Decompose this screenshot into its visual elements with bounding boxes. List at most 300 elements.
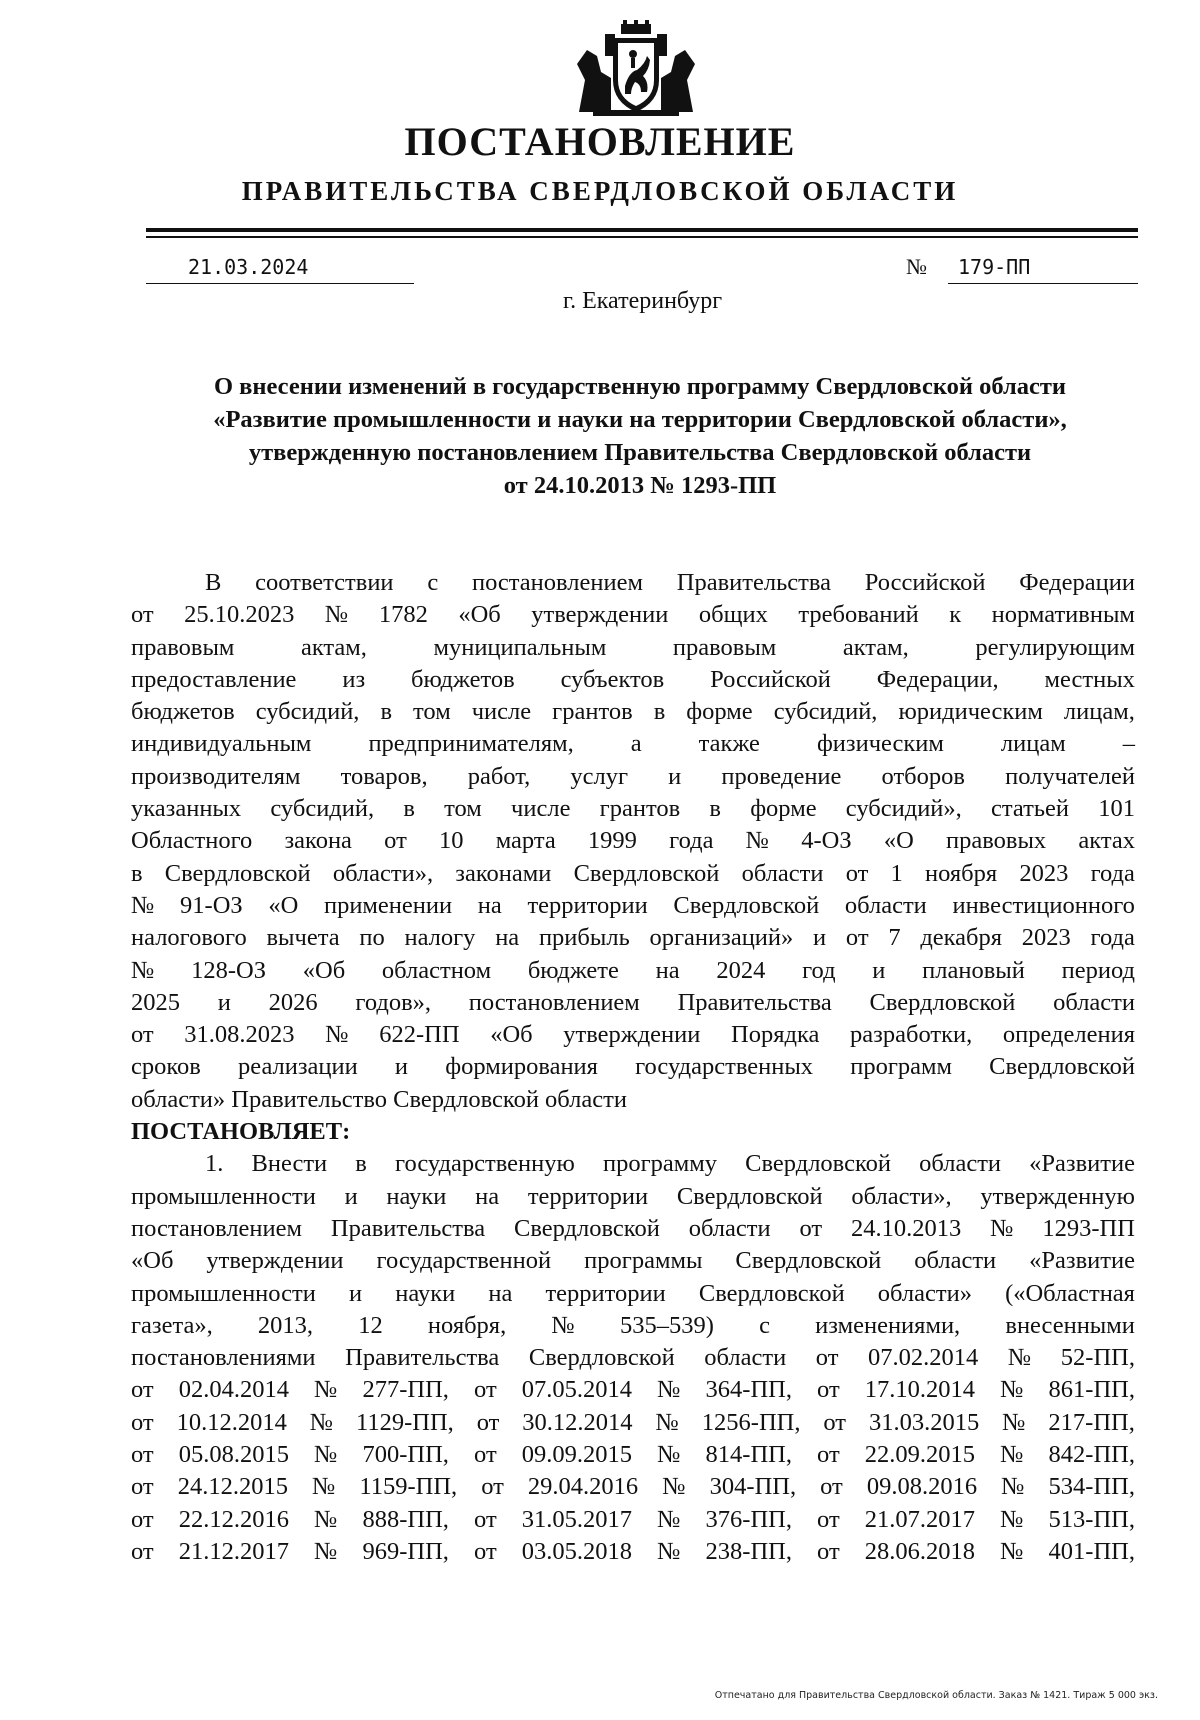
body-line <box>131 1245 1135 1277</box>
body-word: лицам <box>1000 730 1066 758</box>
body-word: от <box>474 1505 497 1533</box>
body-word: науки <box>395 1279 456 1307</box>
body-word: 21.12.2017 <box>178 1537 289 1565</box>
body-word: том <box>413 698 451 726</box>
body-word: постановлением <box>468 988 640 1016</box>
document-number-field <box>906 250 1138 284</box>
body-word: 17.10.2014 <box>864 1376 975 1404</box>
body-word: государственной <box>376 1247 552 1275</box>
body-word: организаций» <box>649 924 794 952</box>
body-word: областном <box>381 956 492 984</box>
body-word: 30.12.2014 <box>522 1408 633 1436</box>
body-word: 22.12.2016 <box>178 1505 289 1533</box>
body-word: года <box>669 827 714 855</box>
body-word: соответствии <box>255 569 394 596</box>
body-word: № <box>131 891 155 919</box>
body-line <box>131 858 1135 890</box>
body-line <box>131 1148 1135 1180</box>
body-word: марта <box>495 827 556 855</box>
body-word: субсидий», <box>845 795 962 823</box>
body-word: утверждении <box>531 601 669 629</box>
body-word: 31.05.2017 <box>521 1505 632 1533</box>
body-word: изменениями, <box>815 1311 961 1339</box>
body-word: и <box>813 924 827 952</box>
body-word: № <box>1007 1344 1032 1372</box>
body-word: территории <box>527 891 648 919</box>
body-word: Свердловской <box>513 1214 660 1242</box>
body-word: внесенными <box>1005 1311 1135 1339</box>
body-word: № <box>990 1214 1014 1242</box>
body-word: 535–539) <box>619 1311 714 1339</box>
body-word: актам, <box>842 633 909 661</box>
body-word: и <box>217 988 231 1016</box>
body-line <box>131 1439 1135 1471</box>
body-word: форме <box>750 795 817 823</box>
body-line <box>131 632 1135 664</box>
body-word: от <box>474 1376 497 1404</box>
body-word: субсидий, <box>255 698 360 726</box>
body-line <box>131 599 1135 631</box>
heading-line: О внесении изменений в государственную программу Свердловской области <box>213 373 1067 400</box>
body-word: в <box>355 1150 367 1178</box>
body-word: 376-ПП, <box>705 1505 792 1533</box>
body-line <box>131 1310 1135 1342</box>
body-word: и <box>348 1279 363 1307</box>
body-word: постановлением <box>471 569 643 596</box>
document-subtitle: ПРАВИТЕЛЬСТВА СВЕРДЛОВСКОЙ ОБЛАСТИ <box>241 176 959 206</box>
body-word: муниципальным <box>433 633 607 661</box>
body-word: 21.07.2017 <box>864 1505 975 1533</box>
body-line <box>131 1374 1135 1406</box>
body-line <box>131 890 1135 922</box>
body-word: форме <box>686 698 753 726</box>
body-line <box>131 793 1135 825</box>
body-word: Областного <box>131 827 253 855</box>
body-word: № <box>314 1505 338 1533</box>
body-word: от <box>131 1021 154 1049</box>
body-word: от <box>481 1473 504 1501</box>
body-word: лицам, <box>1063 698 1135 726</box>
body-word: Свердловской <box>528 1344 675 1372</box>
header-rule-thin <box>146 236 1138 238</box>
body-word: на <box>495 924 520 952</box>
body-word: от <box>799 1214 823 1242</box>
body-word: науки <box>386 1182 447 1210</box>
document-city: г. Екатеринбург <box>562 288 723 314</box>
body-word: числе <box>471 698 532 726</box>
body-word: правовых <box>946 827 1047 855</box>
body-word: физическим <box>816 730 944 758</box>
body-word: 10 <box>438 827 464 855</box>
body-word: 2025 <box>131 988 180 1016</box>
body-word: бюджете <box>527 956 619 984</box>
body-word: сроков <box>131 1053 201 1081</box>
body-word: № <box>657 1441 681 1469</box>
body-word: числе <box>511 795 571 823</box>
body-line <box>131 761 1135 793</box>
body-word: по <box>359 924 385 952</box>
body-word: 304-ПП, <box>709 1473 797 1501</box>
body-word: законами <box>455 859 552 887</box>
body-word: № <box>1000 1537 1024 1565</box>
body-word: 29.04.2016 <box>527 1473 639 1501</box>
body-word: программы <box>584 1247 703 1275</box>
body-word: бюджетов <box>131 698 235 726</box>
body-word: № <box>1000 1441 1024 1469</box>
body-word: и <box>394 1053 409 1081</box>
body-word: Порядка <box>731 1021 820 1049</box>
document-body <box>131 567 1135 1568</box>
body-word: инвестиционного <box>952 891 1135 919</box>
body-word: области <box>688 1214 771 1242</box>
body-word: а <box>630 730 642 758</box>
body-word: от <box>474 1537 497 1565</box>
body-word: от <box>815 1344 839 1372</box>
body-word: программу <box>602 1150 718 1178</box>
body-word: области <box>919 1150 1002 1178</box>
body-word: определения <box>1002 1021 1135 1049</box>
body-word: промышленности <box>131 1182 316 1210</box>
body-word: и <box>872 956 886 984</box>
body-word: от <box>131 1537 154 1565</box>
body-word: Свердловской <box>164 859 311 887</box>
body-word: отборов <box>881 762 965 790</box>
body-word: налогового <box>131 924 247 952</box>
heading-line: утвержденную постановлением Правительства Свердловской области <box>248 439 1032 466</box>
body-word: субъектов <box>560 665 665 693</box>
body-word: Свердловской <box>745 1150 891 1178</box>
body-line <box>131 567 1135 599</box>
body-word: от <box>476 1408 500 1436</box>
body-word: государственных <box>635 1053 814 1081</box>
body-line <box>131 1051 1135 1083</box>
body-word: субсидий, <box>270 795 375 823</box>
body-word: в <box>653 698 666 726</box>
body-word: года <box>1090 859 1135 887</box>
body-word: («Областная <box>1005 1279 1135 1307</box>
body-word: проведение <box>721 762 842 790</box>
body-word: «Развитие <box>1029 1247 1135 1275</box>
body-word: Правительства <box>330 1214 486 1242</box>
body-word: 1999 <box>587 827 637 855</box>
body-word: 1. <box>205 1150 224 1178</box>
body-word: в <box>131 859 143 887</box>
body-word: 25.10.2023 <box>184 601 295 629</box>
body-word: том <box>444 795 482 823</box>
body-line <box>131 1471 1135 1503</box>
body-line <box>131 1342 1135 1374</box>
body-word: 364-ПП, <box>705 1376 792 1404</box>
body-word: к <box>949 601 962 629</box>
body-word: реализации <box>238 1053 358 1081</box>
body-word: 238-ПП, <box>705 1537 792 1565</box>
body-word: индивидуальным <box>131 730 312 758</box>
body-line <box>131 825 1135 857</box>
body-word: Свердловской <box>869 988 1016 1016</box>
body-line <box>131 1536 1135 1568</box>
body-word: период <box>1061 956 1135 984</box>
body-word: 02.04.2014 <box>178 1376 289 1404</box>
body-word: В <box>205 569 222 596</box>
body-word: 1129-ПП, <box>356 1408 454 1436</box>
body-word: № <box>1000 1376 1024 1404</box>
body-word: 842-ПП, <box>1048 1441 1135 1469</box>
body-word: программ <box>850 1053 953 1081</box>
body-word: вычета <box>266 924 340 952</box>
body-word: 101 <box>1098 795 1135 823</box>
body-word: 128-ОЗ <box>191 956 267 984</box>
body-word: области <box>914 1247 997 1275</box>
body-word: Свердловской <box>676 1182 823 1210</box>
body-word: на <box>475 1182 500 1210</box>
body-word: от <box>474 1441 497 1469</box>
body-word: 07.02.2014 <box>868 1344 979 1372</box>
body-line <box>131 955 1135 987</box>
body-word: Российской <box>864 569 986 596</box>
body-word: 31.08.2023 <box>184 1021 295 1049</box>
body-word: с <box>427 569 439 596</box>
body-word: № <box>657 1537 681 1565</box>
body-word: Федерации, <box>876 665 999 693</box>
body-word: утверждении <box>206 1247 344 1275</box>
body-word: области», <box>851 1182 952 1210</box>
body-word: Свердловской <box>735 1247 882 1275</box>
body-word: № <box>1001 1473 1025 1501</box>
heading-line: «Развитие промышленности и науки на территории Свердловской области», <box>213 406 1067 433</box>
body-word: области», <box>332 859 434 887</box>
body-word: № <box>657 1376 681 1404</box>
body-word: Правительства <box>677 988 832 1016</box>
body-line <box>131 1181 1135 1213</box>
body-word: «Об <box>490 1021 533 1049</box>
body-word: территории <box>545 1279 666 1307</box>
number-sign: № <box>906 254 927 279</box>
body-word: юридическим <box>898 698 1043 726</box>
body-word: 12 <box>358 1311 383 1339</box>
body-word: – <box>1122 730 1135 758</box>
document-date: 21.03.2024 <box>146 250 414 284</box>
body-line: ПОСТАНОВЛЯЕТ: <box>131 1118 351 1146</box>
body-word: 700-ПП, <box>362 1441 449 1469</box>
body-word: предпринимателям, <box>368 730 574 758</box>
body-word: 1256-ПП, <box>701 1408 801 1436</box>
body-word: 24.10.2013 <box>850 1214 962 1242</box>
body-word: от <box>817 1376 840 1404</box>
body-line <box>131 987 1135 1019</box>
body-word: грантов <box>552 698 633 726</box>
body-word: 07.05.2014 <box>521 1376 632 1404</box>
body-word: «Об <box>131 1247 174 1275</box>
body-word: 277-ПП, <box>362 1376 449 1404</box>
body-word: 03.05.2018 <box>521 1537 632 1565</box>
body-word: 28.06.2018 <box>864 1537 975 1565</box>
body-word: 513-ПП, <box>1048 1505 1135 1533</box>
body-line <box>131 1019 1135 1051</box>
body-word: предоставление <box>131 665 297 693</box>
body-word: статьей <box>991 795 1070 823</box>
body-word: 52-ПП, <box>1060 1344 1135 1372</box>
header-rule-thick <box>146 228 1138 232</box>
document-number: 179-ПП <box>948 250 1138 284</box>
body-word: 2024 <box>716 956 766 984</box>
body-word: 05.08.2015 <box>178 1441 289 1469</box>
body-word: № <box>314 1537 338 1565</box>
body-word: субсидий, <box>773 698 878 726</box>
body-word: 09.08.2016 <box>866 1473 978 1501</box>
body-word: области» <box>877 1279 972 1307</box>
body-line <box>131 664 1135 696</box>
body-word: 10.12.2014 <box>176 1408 287 1436</box>
body-word: от <box>817 1537 840 1565</box>
body-word: № <box>314 1376 338 1404</box>
body-word: получателей <box>1005 762 1135 790</box>
body-line <box>131 1213 1135 1245</box>
body-word: 7 <box>888 924 901 952</box>
document-title: ПОСТАНОВЛЕНИЕ <box>404 119 796 164</box>
body-word: услуг <box>570 762 629 790</box>
body-word: 2026 <box>268 988 318 1016</box>
body-word: от <box>131 1473 154 1501</box>
body-word: территории <box>527 1182 649 1210</box>
body-word: годов», <box>355 988 432 1016</box>
body-word: от <box>131 1441 154 1469</box>
body-word: № <box>1000 1505 1024 1533</box>
body-word: «О <box>883 827 914 855</box>
body-word: от <box>131 1505 154 1533</box>
body-word: год <box>802 956 836 984</box>
body-word: от <box>845 924 869 952</box>
body-word: прибыль <box>538 924 630 952</box>
body-word: регулирующим <box>975 633 1135 661</box>
body-line <box>131 1407 1135 1439</box>
body-line <box>131 1504 1135 1536</box>
body-word: Правительства <box>345 1344 500 1372</box>
body-word: постановлением <box>131 1214 303 1242</box>
body-word: 1293-ПП <box>1042 1214 1135 1242</box>
body-word: указанных <box>131 795 242 823</box>
body-word: области <box>741 859 824 887</box>
body-line <box>131 696 1135 728</box>
body-word: и <box>344 1182 358 1210</box>
body-word: года <box>1090 924 1135 952</box>
body-word: № <box>657 1505 681 1533</box>
body-word: 401-ПП, <box>1048 1537 1135 1565</box>
body-word: Российской <box>710 665 831 693</box>
body-word: постановлениями <box>131 1344 316 1372</box>
body-word: работ, <box>467 762 531 790</box>
body-word: актах <box>1078 827 1135 855</box>
body-word: требований <box>798 601 919 629</box>
body-word: налогу <box>404 924 476 952</box>
body-word: газета», <box>131 1311 213 1339</box>
body-word: на <box>477 891 502 919</box>
body-word: товаров, <box>340 762 428 790</box>
body-word: № <box>314 1441 338 1469</box>
body-word: «Об <box>302 956 346 984</box>
body-word: правовым <box>672 633 777 661</box>
body-word: на <box>655 956 680 984</box>
body-word: № <box>325 1021 349 1049</box>
body-word: № <box>655 1408 679 1436</box>
body-word: 4-ОЗ <box>801 827 852 855</box>
document-heading <box>130 370 1150 502</box>
body-word: правовым <box>131 633 235 661</box>
body-word: от <box>820 1473 843 1501</box>
body-word: также <box>698 730 760 758</box>
body-word: «Об <box>458 601 501 629</box>
body-line <box>131 1278 1135 1310</box>
body-word: грантов <box>599 795 681 823</box>
body-word: Внести <box>251 1150 328 1178</box>
body-word: 217-ПП, <box>1048 1408 1135 1436</box>
body-word: плановый <box>922 956 1025 984</box>
body-word: 814-ПП, <box>705 1441 792 1469</box>
body-word: Правительства <box>676 569 831 596</box>
body-word: 1782 <box>378 601 428 629</box>
body-word: 888-ПП, <box>362 1505 449 1533</box>
body-word: № <box>1002 1408 1026 1436</box>
body-word: утвержденную <box>980 1182 1135 1210</box>
body-word: Свердловской <box>989 1053 1135 1081</box>
body-word: закона <box>284 827 352 855</box>
body-word: от <box>845 859 869 887</box>
coat-of-arms-icon <box>571 20 701 120</box>
heading-line: от 24.10.2013 № 1293-ПП <box>503 472 777 499</box>
body-word: от <box>131 1408 154 1436</box>
body-word: из <box>342 665 366 693</box>
body-word: 2023 <box>1021 924 1071 952</box>
body-word: 1 <box>890 859 903 887</box>
body-word: № <box>311 1473 336 1501</box>
body-word: Свердловской <box>573 859 720 887</box>
body-word: 22.09.2015 <box>864 1441 975 1469</box>
body-word: 1159-ПП, <box>359 1473 458 1501</box>
body-word: 24.12.2015 <box>177 1473 288 1501</box>
body-line <box>131 728 1135 760</box>
body-word: Свердловской <box>673 891 820 919</box>
body-word: 622-ПП <box>379 1021 460 1049</box>
body-word: бюджетов <box>411 665 515 693</box>
body-word: 91-ОЗ <box>180 891 243 919</box>
body-word: и <box>668 762 682 790</box>
body-word: от <box>131 601 154 629</box>
body-word: 31.03.2015 <box>868 1408 980 1436</box>
body-word: области <box>844 891 927 919</box>
body-word: области <box>704 1344 787 1372</box>
body-word: ноября, <box>427 1311 507 1339</box>
body-word: от <box>817 1441 840 1469</box>
body-word: местных <box>1044 665 1135 693</box>
body-line <box>131 922 1135 954</box>
body-word: области <box>1053 988 1135 1016</box>
body-word: государственную <box>395 1150 575 1178</box>
body-word: формирования <box>445 1053 598 1081</box>
body-word: в <box>380 698 393 726</box>
body-word: 534-ПП, <box>1048 1473 1135 1501</box>
body-word: № <box>745 827 770 855</box>
body-word: от <box>823 1408 847 1436</box>
body-word: «О <box>268 891 299 919</box>
body-word: Свердловской <box>698 1279 845 1307</box>
body-word: № <box>131 956 155 984</box>
body-word: 969-ПП, <box>362 1537 449 1565</box>
body-word: актам, <box>300 633 367 661</box>
body-word: общих <box>698 601 768 629</box>
body-word: от <box>131 1376 154 1404</box>
body-word: № <box>662 1473 686 1501</box>
body-word: в <box>709 795 721 823</box>
body-word: с <box>759 1311 770 1339</box>
